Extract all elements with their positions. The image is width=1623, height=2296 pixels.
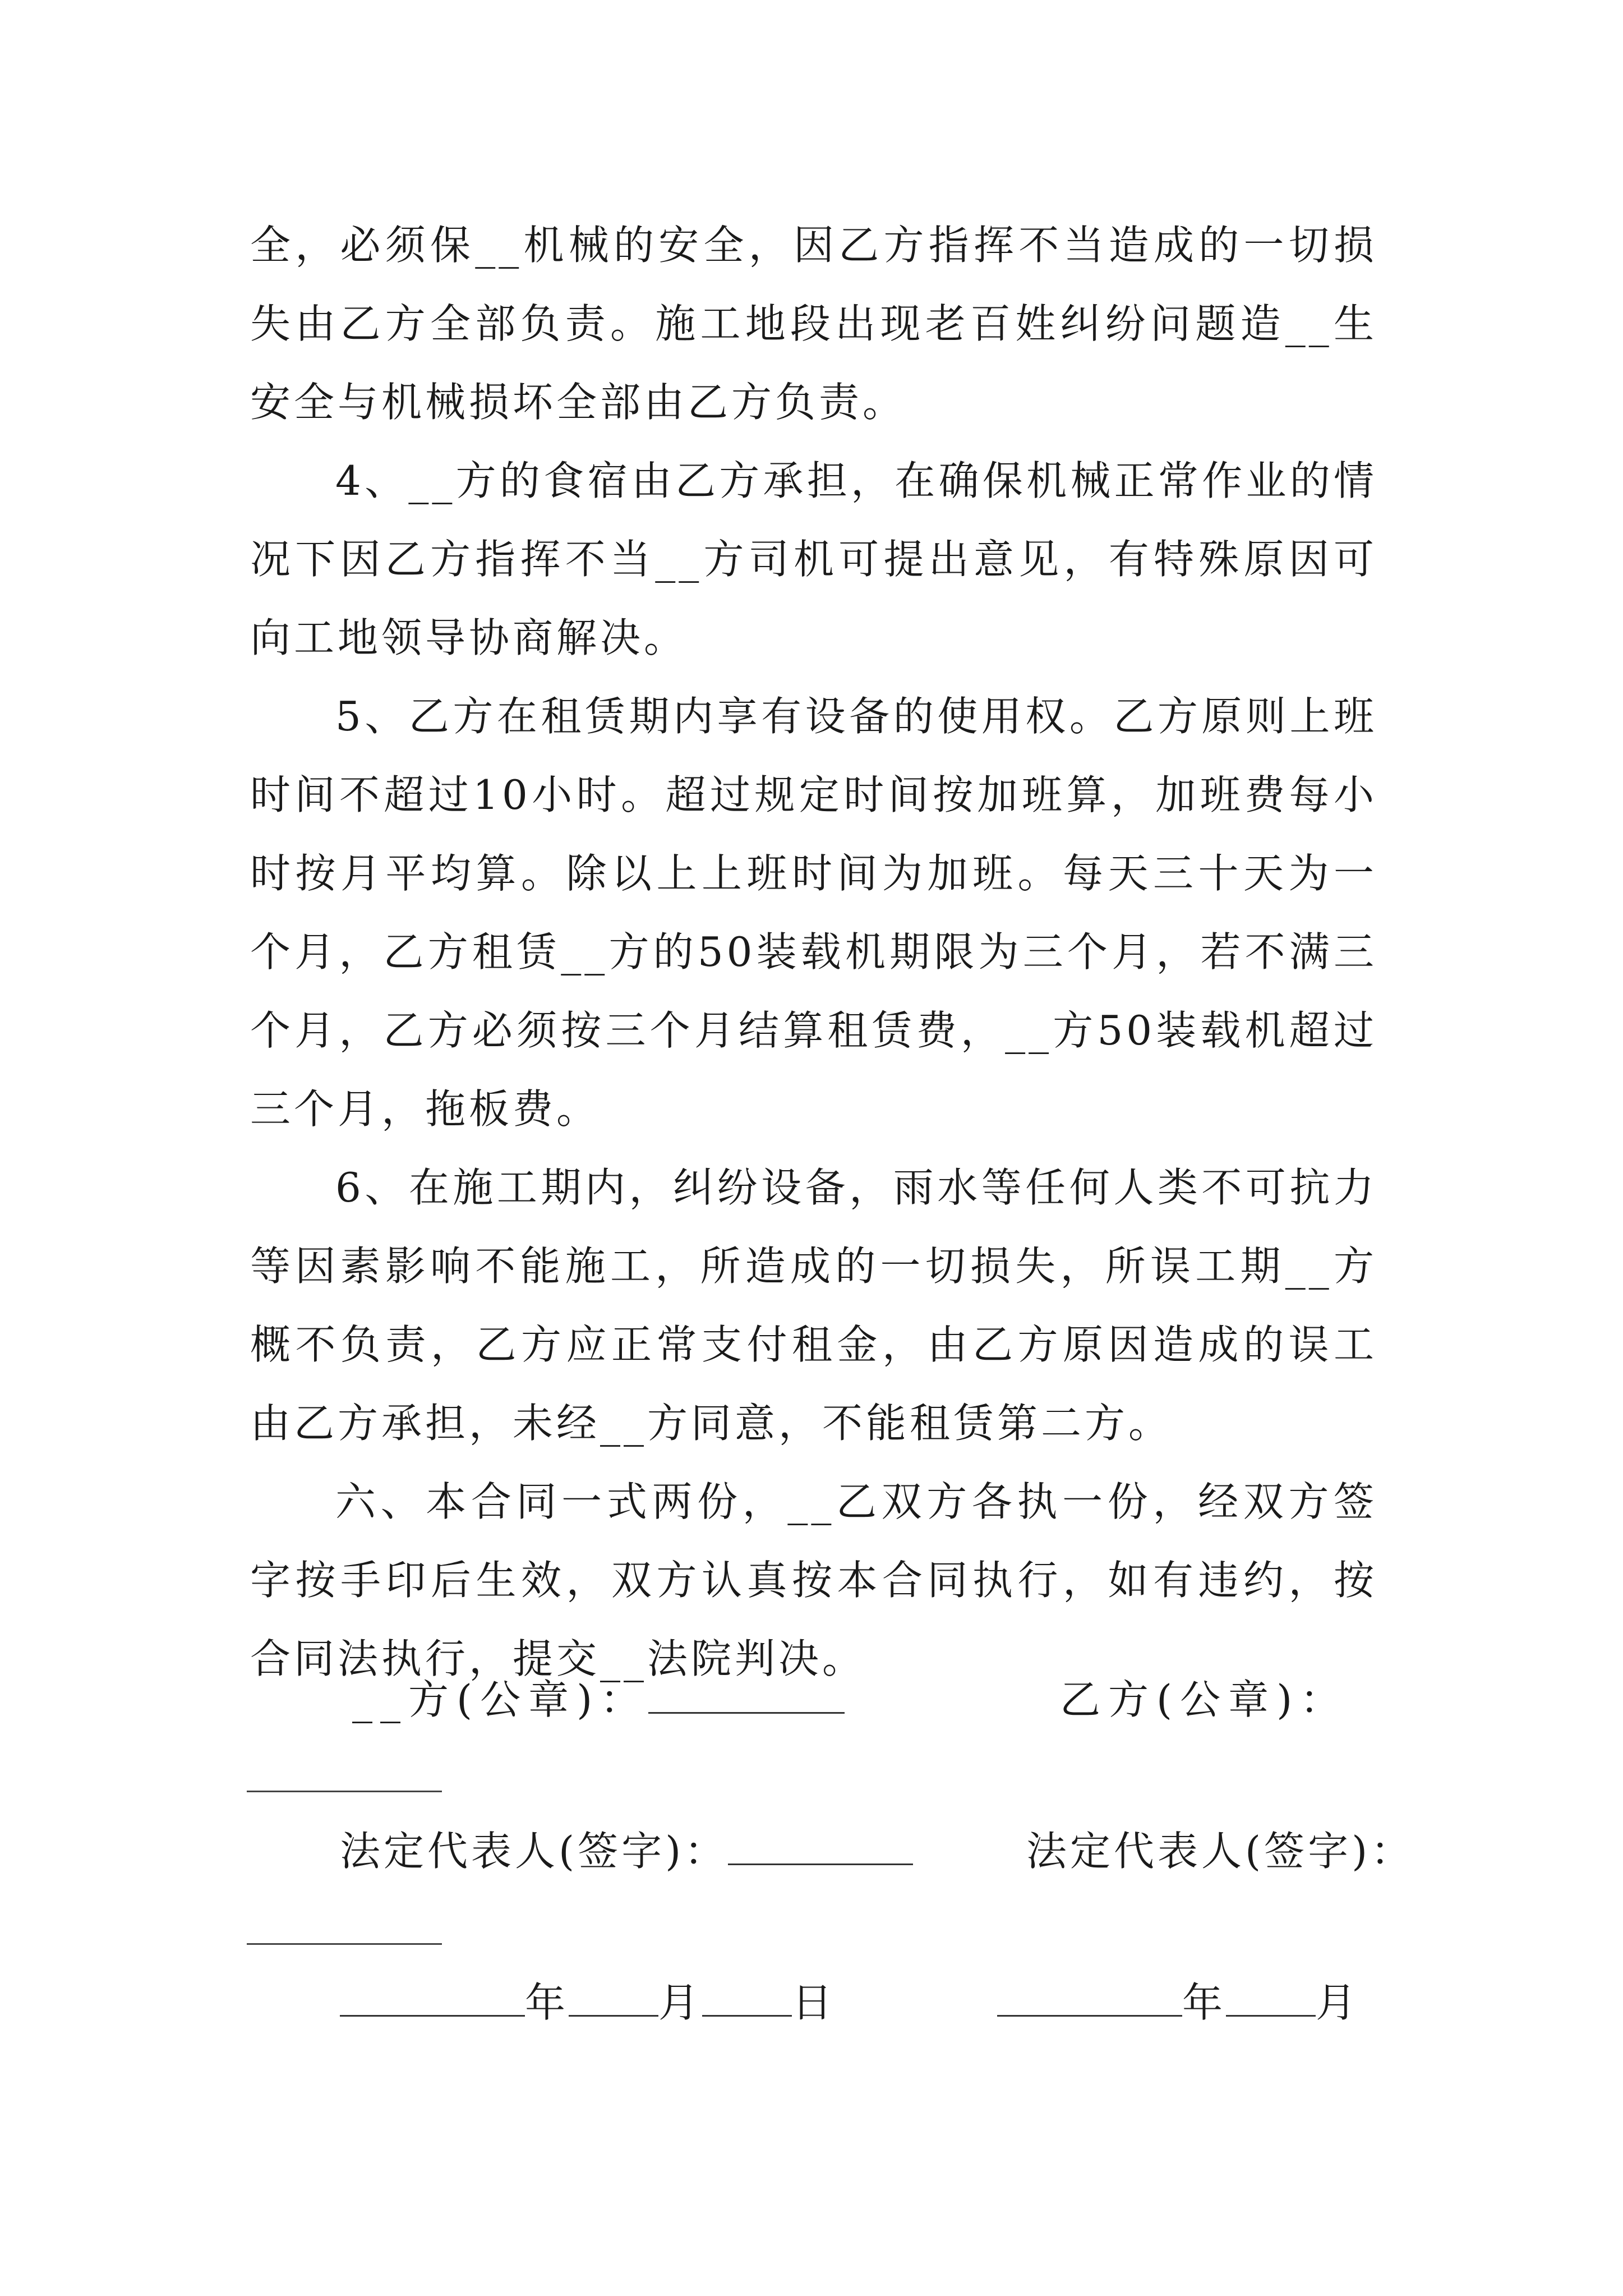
- party-b-seal-line: [1060, 1672, 1348, 1728]
- party-a-representative-blank: [728, 1858, 913, 1865]
- contract-text-block-2: [250, 441, 1377, 677]
- paragraph-clause-6: 6、在施工期内，纠纷设备，雨水等任何人类不可抗力等因素影响不能施工，所造成的一切损失，所误工期__方概不负责，乙方应正常支付租金，由乙方原因造成的误工由乙方承担，未经__方同意，不能租赁第二方。: [250, 1164, 1377, 1447]
- paragraph-clause-5: 5、乙方在租赁期内享有设备的使用权。乙方原则上班时间不超过10小时。超过规定时间按加班算，加班费每小时按月平均算。除以上上班时间为加班。每天三十天为一个月，乙方租赁__方的50装载机期限为三个月，若不满三个月，乙方必须按三个月结算租赁费，__方50装载机超过三个月，拖板费。: [250, 693, 1377, 1133]
- contract-text-block-4: [250, 1148, 1377, 1462]
- party-b-representative-blank: [247, 1943, 442, 1945]
- month-blank: [569, 2009, 658, 2017]
- year-blank: [340, 2009, 525, 2017]
- contract-text-block-1: [250, 206, 1377, 441]
- party-b-seal-label: 乙方(公章)：: [1060, 1676, 1349, 1723]
- year-blank: [997, 2009, 1182, 2017]
- party-b-date-line: [997, 1975, 1359, 2031]
- party-a-representative-line: [340, 1823, 913, 1879]
- year-label: 年: [525, 1979, 569, 2026]
- month-label: 月: [1316, 1979, 1360, 2026]
- paragraph-clause-4: 4、__方的食宿由乙方承担，在确保机械正常作业的情况下因乙方指挥不当__方司机可提出意见，有特殊原因可向工地领导协商解决。: [250, 457, 1377, 661]
- year-label: 年: [1182, 1979, 1227, 2026]
- contract-text-block-5: [250, 1462, 1377, 1698]
- party-b-representative-line: [1026, 1823, 1414, 1879]
- day-blank: [702, 2009, 792, 2017]
- party-a-seal-label: __方(公章)：: [352, 1676, 649, 1723]
- day-label: 日: [792, 1979, 836, 2026]
- party-b-seal-blank: [247, 1791, 442, 1792]
- paragraph-article-six: 六、本合同一式两份，__乙双方各执一份，经双方签字按手印后生效，双方认真按本合同执行，如有违约，按合同法执行，提交__法院判决。: [250, 1478, 1377, 1682]
- party-a-date-line: [340, 1975, 836, 2031]
- party-a-representative-label: 法定代表人(签字)：: [340, 1828, 728, 1875]
- month-blank: [1226, 2009, 1316, 2017]
- party-a-seal-blank: [648, 1706, 845, 1714]
- paragraph-liability: 全，必须保__机械的安全，因乙方指挥不当造成的一切损失由乙方全部负责。施工地段出现老百姓纠纷问题造__生安全与机械损坏全部由乙方负责。: [250, 222, 1377, 426]
- month-label: 月: [658, 1979, 703, 2026]
- party-a-seal-line: [352, 1672, 845, 1728]
- contract-text-block-3: [250, 677, 1377, 1148]
- party-b-representative-label: 法定代表人(签字)：: [1026, 1828, 1415, 1875]
